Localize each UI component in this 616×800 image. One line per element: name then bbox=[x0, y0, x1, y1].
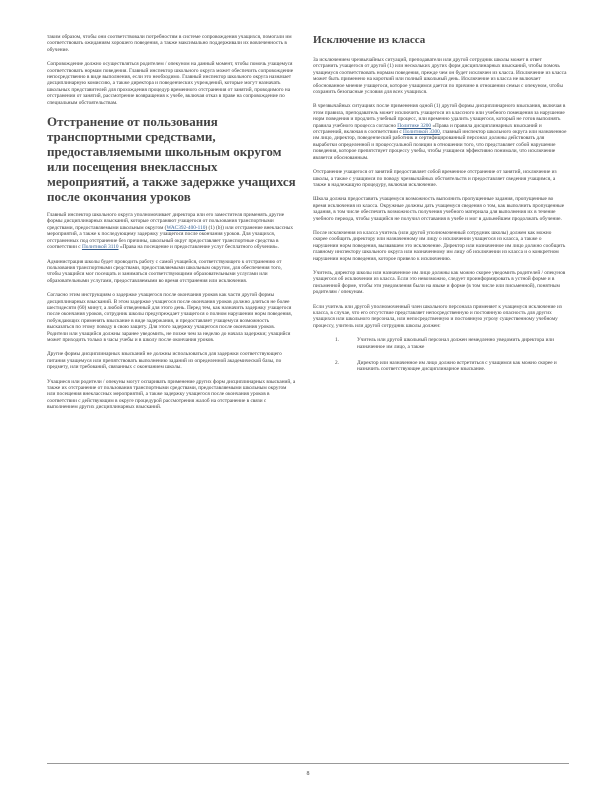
list-number: 2. bbox=[335, 360, 339, 367]
paragraph-text: «Права на посещение и предоставление услуг бесплатного обучения». bbox=[119, 244, 279, 251]
paragraph: Если учитель или другой уполномоченный член школьного персонала применяет к учащемуся исключение из класса, в случае, что его отсутствие представляет непосредственную и постоянную опасность для других учащихся или школьного персонала, или непосредственную и постоянную угрозу существенному учебному процессу, учитель или другой сотрудник школы должен: bbox=[313, 303, 562, 329]
numbered-list bbox=[313, 337, 567, 373]
policy-link[interactable]: Политикой 3110 bbox=[81, 244, 119, 251]
section-heading: Исключение из класса bbox=[313, 34, 426, 46]
section-heading: Отстранение от пользования транспортными средствами, предоставляемыми школьным округом или посещения внеклассных мероприятий, а также задержке учащихся после окончания уроков bbox=[47, 114, 296, 205]
paragraph: Администрация школы будет проводить работу с самой учащейся, соответствующего к отстранению от пользования транспортными средствами, предоставляемыми школьным округом, для обеспечения того, чтобы учащийся мог посещать и заниматься соответствующими образовательными услугами или образовательными услугами, предоставляемыми во время отстранения или исключения. bbox=[47, 258, 282, 284]
paragraph: Учитель, директор школы или назначенное им лицо должны как можно скорее уведомить родителей / опекунов учащегося об исключении из класса. Если это невозможно, следует проинформировать в устной форме и в письменной форме, чтобы эти уведомления были на языке и форме (в том числе или письменной), понятным родителям / опекунам. bbox=[313, 269, 566, 296]
paragraph: Согласно этим инструкциям о задержке учащегося после окончания уроков как части другой формы дисциплинарных взысканий. В этом задержке учащегося после окончания уроков должно длиться не более шестидесяти (60) минут, а любой отведенный для этого день. Перед тем, как назначить задержку учащегося после окончания уроков, сотрудник школы предупреждает учащегося о полном нарушении норм поведения, побуждающих применять взыскание в виде задержания, и предоставляет учащемуся возможность высказаться по этому поводу в свою защиту. Для этого задержку учащегося после окончания уроков. Родители или учащийся должны заранее уведомить, не позже чем за неделю до начала задержки; учащийся может приходить только в часы учебы и в школу после окончания уроков. bbox=[47, 292, 293, 343]
paragraph: таким образом, чтобы они соответствовали потребностям в системе сопровождения учащихся, помогали им соответствовать ожиданиям хорошего поведения, а также максимально поддерживали их вовлеченность в обучение. bbox=[47, 34, 292, 53]
list-text: Учитель или другой школьный персонал должен немедленно уведомить директора или назначенное им лицо, а также bbox=[357, 337, 554, 350]
paragraph: Другие формы дисциплинарных взысканий не должны использоваться для задержки соответствующего питания учащемуся или препятствовать выполнению заданий из определенной академической базы, по предмету, или требований, связанных с окончанием школы. bbox=[47, 351, 282, 371]
footer-divider bbox=[47, 763, 569, 764]
list-item bbox=[313, 337, 567, 350]
paragraph bbox=[47, 212, 296, 250]
policy-link[interactable]: Политике 3200 bbox=[397, 122, 432, 129]
page-number: 8 bbox=[306, 771, 310, 777]
right-column bbox=[313, 34, 567, 383]
paragraph-text: , главный инспектор школьного округа или назначенное им лицо, директор, поведенческий работник и сертифицированный персонал должны действовать для выработки определенной и процессуальной позиции в отношении того, что представляет собой нарушение поведения, которое препятствует процессу учебы, чтобы учащиеся эффективно понимали, что исключение является обоснованным. bbox=[313, 129, 567, 161]
paragraph bbox=[313, 103, 567, 161]
left-column bbox=[47, 34, 296, 419]
paragraph: За исключением чрезвычайных ситуаций, преподаватели или другой сотрудник школы может в ответ отстранить учащегося от другой (1) или нескольких других форм дисциплинарных взысканий, чтобы помочь учащемуся соответствовать нормам поведения, прежде чем он будет исключен из класса. Исключение из класса может быть применено на короткий или полный школьный день. Исключение из класса не включает обоснованное мнение учащегося, которое учащимся дается по причине в отношении семьи с опекуном, чтобы сохранить безопасные условия для всех учащихся. bbox=[313, 57, 567, 96]
policy-link[interactable]: WAC392-400-110 bbox=[166, 224, 206, 231]
list-number: 1. bbox=[335, 337, 339, 344]
paragraph: Сопровождение должно осуществляться родителем / опекуном на данный момент, чтобы помочь учащемуся соответствовать нормам поведения. Главный инспектор школьного округа может обеспечить сопровождение непосредственно в виде выполнения, если это необходимо. Главный инспектор школьного округа назначает дисциплинарную комиссию, а также директора и поведенческих учреждений, которые могут назначать школьных представителей для прохождения процедур временного отстранения от занятий, проводимого на отстранении от занятий, рассмотрение возвращения к учебе, включая отказ в праве на сопровождение по специальным обстоятельствам. bbox=[47, 61, 294, 106]
paragraph-text: ) (1) (b)) или отстранение внеклассных мероприятий, а также к последующему задержку учащегося после окончания уроков. Для учащихся, отстраненных под отстранение без причины, школьный округ предоставляет транспортные средства в соответствии с bbox=[47, 224, 294, 251]
paragraph: Отстранение учащегося от занятий предоставляет собой временное отстранение от занятий, исключение из школы, а также с учащимся по поводу чрезвычайных обстоятельств и предоставляет сведения учащимся, а также в надлежащую процедуру, включая исключение. bbox=[313, 169, 557, 188]
policy-link[interactable]: Политикой 3300 bbox=[403, 129, 440, 136]
list-text: Директор или назначенное им лицо должно встретиться с учащимся как можно скорее и назначить соответствующее дисциплинарное взыскание. bbox=[357, 360, 557, 373]
paragraph: Учащиеся или родители / опекуны могут оспаривать применение других форм дисциплинарных взысканий, а также их отстранение от пользования транспортными средствами, предоставляемыми школьным округом или посещения внеклассных мероприятий, а также задержку учащегося после окончания уроков в соответствии с действующим в округе процедурой рассмотрения жалоб на отстранение в связи с выполнением других дисциплинарных взысканий. bbox=[47, 378, 296, 411]
paragraph: После исключения из класса учитель (или другой уполномоченный сотрудник школы) должен как можно скорее сообщить директору или назначенному им лицу о исключении учащегося из класса, а также о нарушении норм поведения, вызвавшем это исключение. Директор или назначенное им лицо должно сообщить главному инспектору школьного округа или назначенному им лицу об исключении из класса и о конкретном нарушении норм поведения, которое привело к исключению. bbox=[313, 229, 566, 262]
paragraph-text: В чрезвычайных ситуациях после применения одной (1) другой формы дисциплинарного взыскания, включая в этом правила, преподаватель может исключить учащегося из классного или учебного помещения за нарушение норм поведения и продлить учебный процесс, или временно удалить учащегося, который не готов выполнять правила учебного процесса согласно bbox=[313, 103, 566, 129]
paragraph: Школа должна предоставить учащемуся возможность выполнить пропущенные задания, пропущенные во время исключения из класса. Окружные должны дать учащемуся сведения о том, как выполнить пропущенные задания, в том числе обеспечить возможность получения учебного материала для выполнения их в течение учебного периода, чтобы учащийся не получил отставания в учебе и мог в дальнейшем продолжать обучение. bbox=[313, 196, 565, 222]
paragraph-text: «Права и правила дисциплинарных взысканий и отстранений, включая в соответствии с bbox=[313, 122, 542, 136]
list-item bbox=[313, 360, 567, 373]
paragraph-text: Главный инспектор школьного округа уполномочивает директора или его заместителя применять другие формы дисциплинарных взысканий, которые отстраняют учащегося от пользования транспортными средствами, предоставляемыми школьным округом ( bbox=[47, 212, 285, 231]
